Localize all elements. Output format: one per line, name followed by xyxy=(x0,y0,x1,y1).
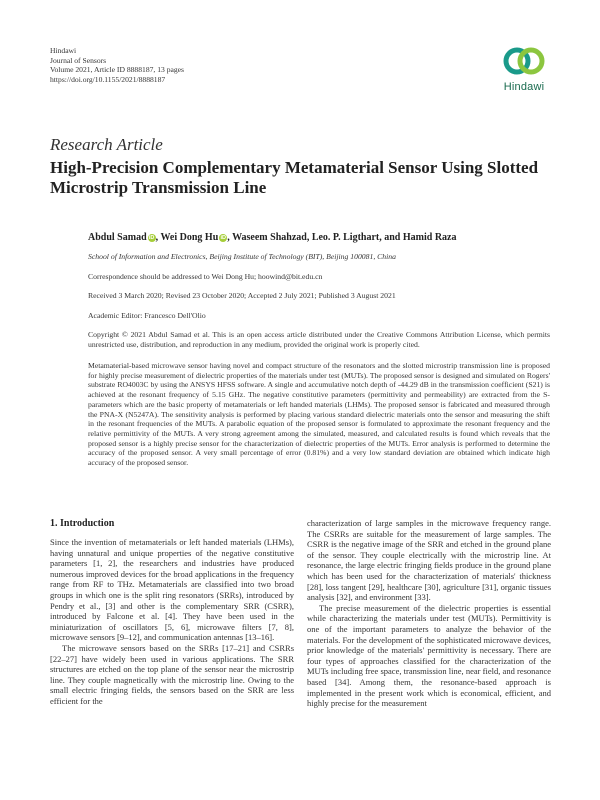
volume-line: Volume 2021, Article ID 8888187, 13 pages xyxy=(50,65,184,75)
hindawi-logo xyxy=(494,42,554,104)
article-title: High-Precision Complementary Metamaterial Sensor Using Slotted Microstrip Transmission Line xyxy=(50,158,539,197)
section-heading: 1. Introduction xyxy=(50,518,115,529)
paragraph: The precise measurement of the dielectric properties is essential while characterizing the materials under test (MUTs). Permittivity is one of the important parameters to analyze the behavior of the materials. For the development of the sophisticated microwave devices, prior knowledge of the materials' permittivity is necessary. There are four types of approaches classified for the characterization of the MUTs including free space, transmission line, near field, and resonance based [34]. Among them, the resonance-based approach is implemented in the present work which is economical, efficient, and highly precise for the measurement xyxy=(307,602,551,709)
paragraph: characterization of large samples in the microwave frequency range. The CSRRs are suitable for the measurement of large samples. The CSRR is the negative image of the SRR and etched in the ground plane of the sensor. They couple electrically with the microstrip line. At resonance, the large electric fringing fields produce in the ground plane which has been used for the characterization of materials' thickness [28], loss tangent [29], healthcare [30], agriculture [31], organic tissues analysis [32], and environment [33]. xyxy=(307,518,551,603)
doi-link[interactable]: https://doi.org/10.1155/2021/8888187 xyxy=(50,74,166,84)
academic-editor: Academic Editor: Francesco Dell'Olio xyxy=(88,311,206,320)
paragraph: The microwave sensors based on the SRRs [17–21] and CSRRs [22–27] have widely been used in various applications. The SRR structures are etched on the top plane of the sensor near the microstrip line. They couple magnetically with the microstrip line. Owing to the small electric fringing fields, the sensors based on the SRR are less efficient for the xyxy=(50,642,294,706)
hindawi-wordmark: Hindawi xyxy=(503,81,545,93)
correspondence: Correspondence should be addressed to Wei Dong Hu; hoowind@bit.edu.cn xyxy=(88,272,323,281)
author-name[interactable]: Hamid Raza xyxy=(402,232,457,243)
author-list: Abdul Samad iD, Wei Dong Hu iD, Waseem Shahzad, Leo. P. Ligthart, and Hamid Raza xyxy=(88,232,457,243)
right-column xyxy=(307,518,551,709)
abstract: Metamaterial-based microwave sensor having novel and compact structure of the resonators and the slotted microstrip transmission line is proposed for highly precise measurement of dielectric properties of the materials under test (MUTs). The proposed sensor is designed and simulated on Rogers' substrate RO4003C by using the ANSYS HFSS software. A single and accumulative notch depth of -44.29 dB in the transmission coefficient (S21) is achieved at the resonant frequency of 5.15 GHz. The negative constitutive parameters (permittivity and permeability) are extracted from the S-parameters which are the basic property of metamaterials or left handed materials (LHMs). The proposed sensor is fabricated and measured through the PNA-X (N5247A). The sensitivity analysis is performed by placing various standard dielectric materials onto the sensor and measuring the shift in the resonant frequencies of the MUTs. A parabolic equation of the proposed sensor is formulated to approximate the resonant frequency and the relative permittivity of the MUTs. A very strong agreement among the simulated, measured, and calculated results is found which reveals that the proposed sensor is a highly precise sensor for the characterization of dielectric properties of the MUTs. Error analysis is performed to determine the accuracy of the proposed sensor. A very small percentage of error (0.81%) and a very low standard deviation are obtained which indicate high accuracy of the proposed sensor. xyxy=(88,361,550,468)
author-name[interactable]: Leo. P. Ligthart xyxy=(311,232,380,243)
author-name[interactable]: Waseem Shahzad xyxy=(232,232,307,243)
journal-metadata xyxy=(50,46,184,84)
paragraph: Since the invention of metamaterials or left handed materials (LHMs), having unnatural and unique properties of the negative constitutive parameters [1, 2], the researchers and industries have produced numerous improved devices for the broad applications in the frequency range from RF to THz. Metamaterials are classified into two broad groups in which one is the split ring resonators (SRRs), introduced by Pendry et al., [3] and other is the complementary SRR (CSRR), introduced by Falcone et al. [4]. They have been used in the miniaturization of oscillators [5, 6], microwave filters [7, 8], microwave sensors [9–12], and communication antennas [13–16]. xyxy=(50,537,294,643)
copyright-notice: Copyright © 2021 Abdul Samad et al. This is an open access article distributed under the Creative Commons Attribution License, which permits unrestricted use, distribution, and reproduction in any medium, provided the original work is properly cited. xyxy=(88,330,550,349)
publisher-name: Hindawi xyxy=(50,46,77,55)
orcid-icon[interactable]: iD xyxy=(220,235,227,241)
hindawi-rings-icon xyxy=(502,42,546,80)
left-column xyxy=(50,537,294,707)
author-name[interactable]: Abdul Samad xyxy=(88,232,147,243)
article-type: Research Article xyxy=(50,135,163,154)
journal-name: Journal of Sensors xyxy=(50,55,107,65)
orcid-icon[interactable]: iD xyxy=(148,235,155,241)
author-name[interactable]: Wei Dong Hu xyxy=(160,232,219,243)
publication-dates: Received 3 March 2020; Revised 23 October 2020; Accepted 2 July 2021; Published 3 August 2021 xyxy=(88,291,396,300)
affiliation: School of Information and Electronics, Beijing Institute of Technology (BIT), Beijing 100081, China xyxy=(88,252,396,261)
